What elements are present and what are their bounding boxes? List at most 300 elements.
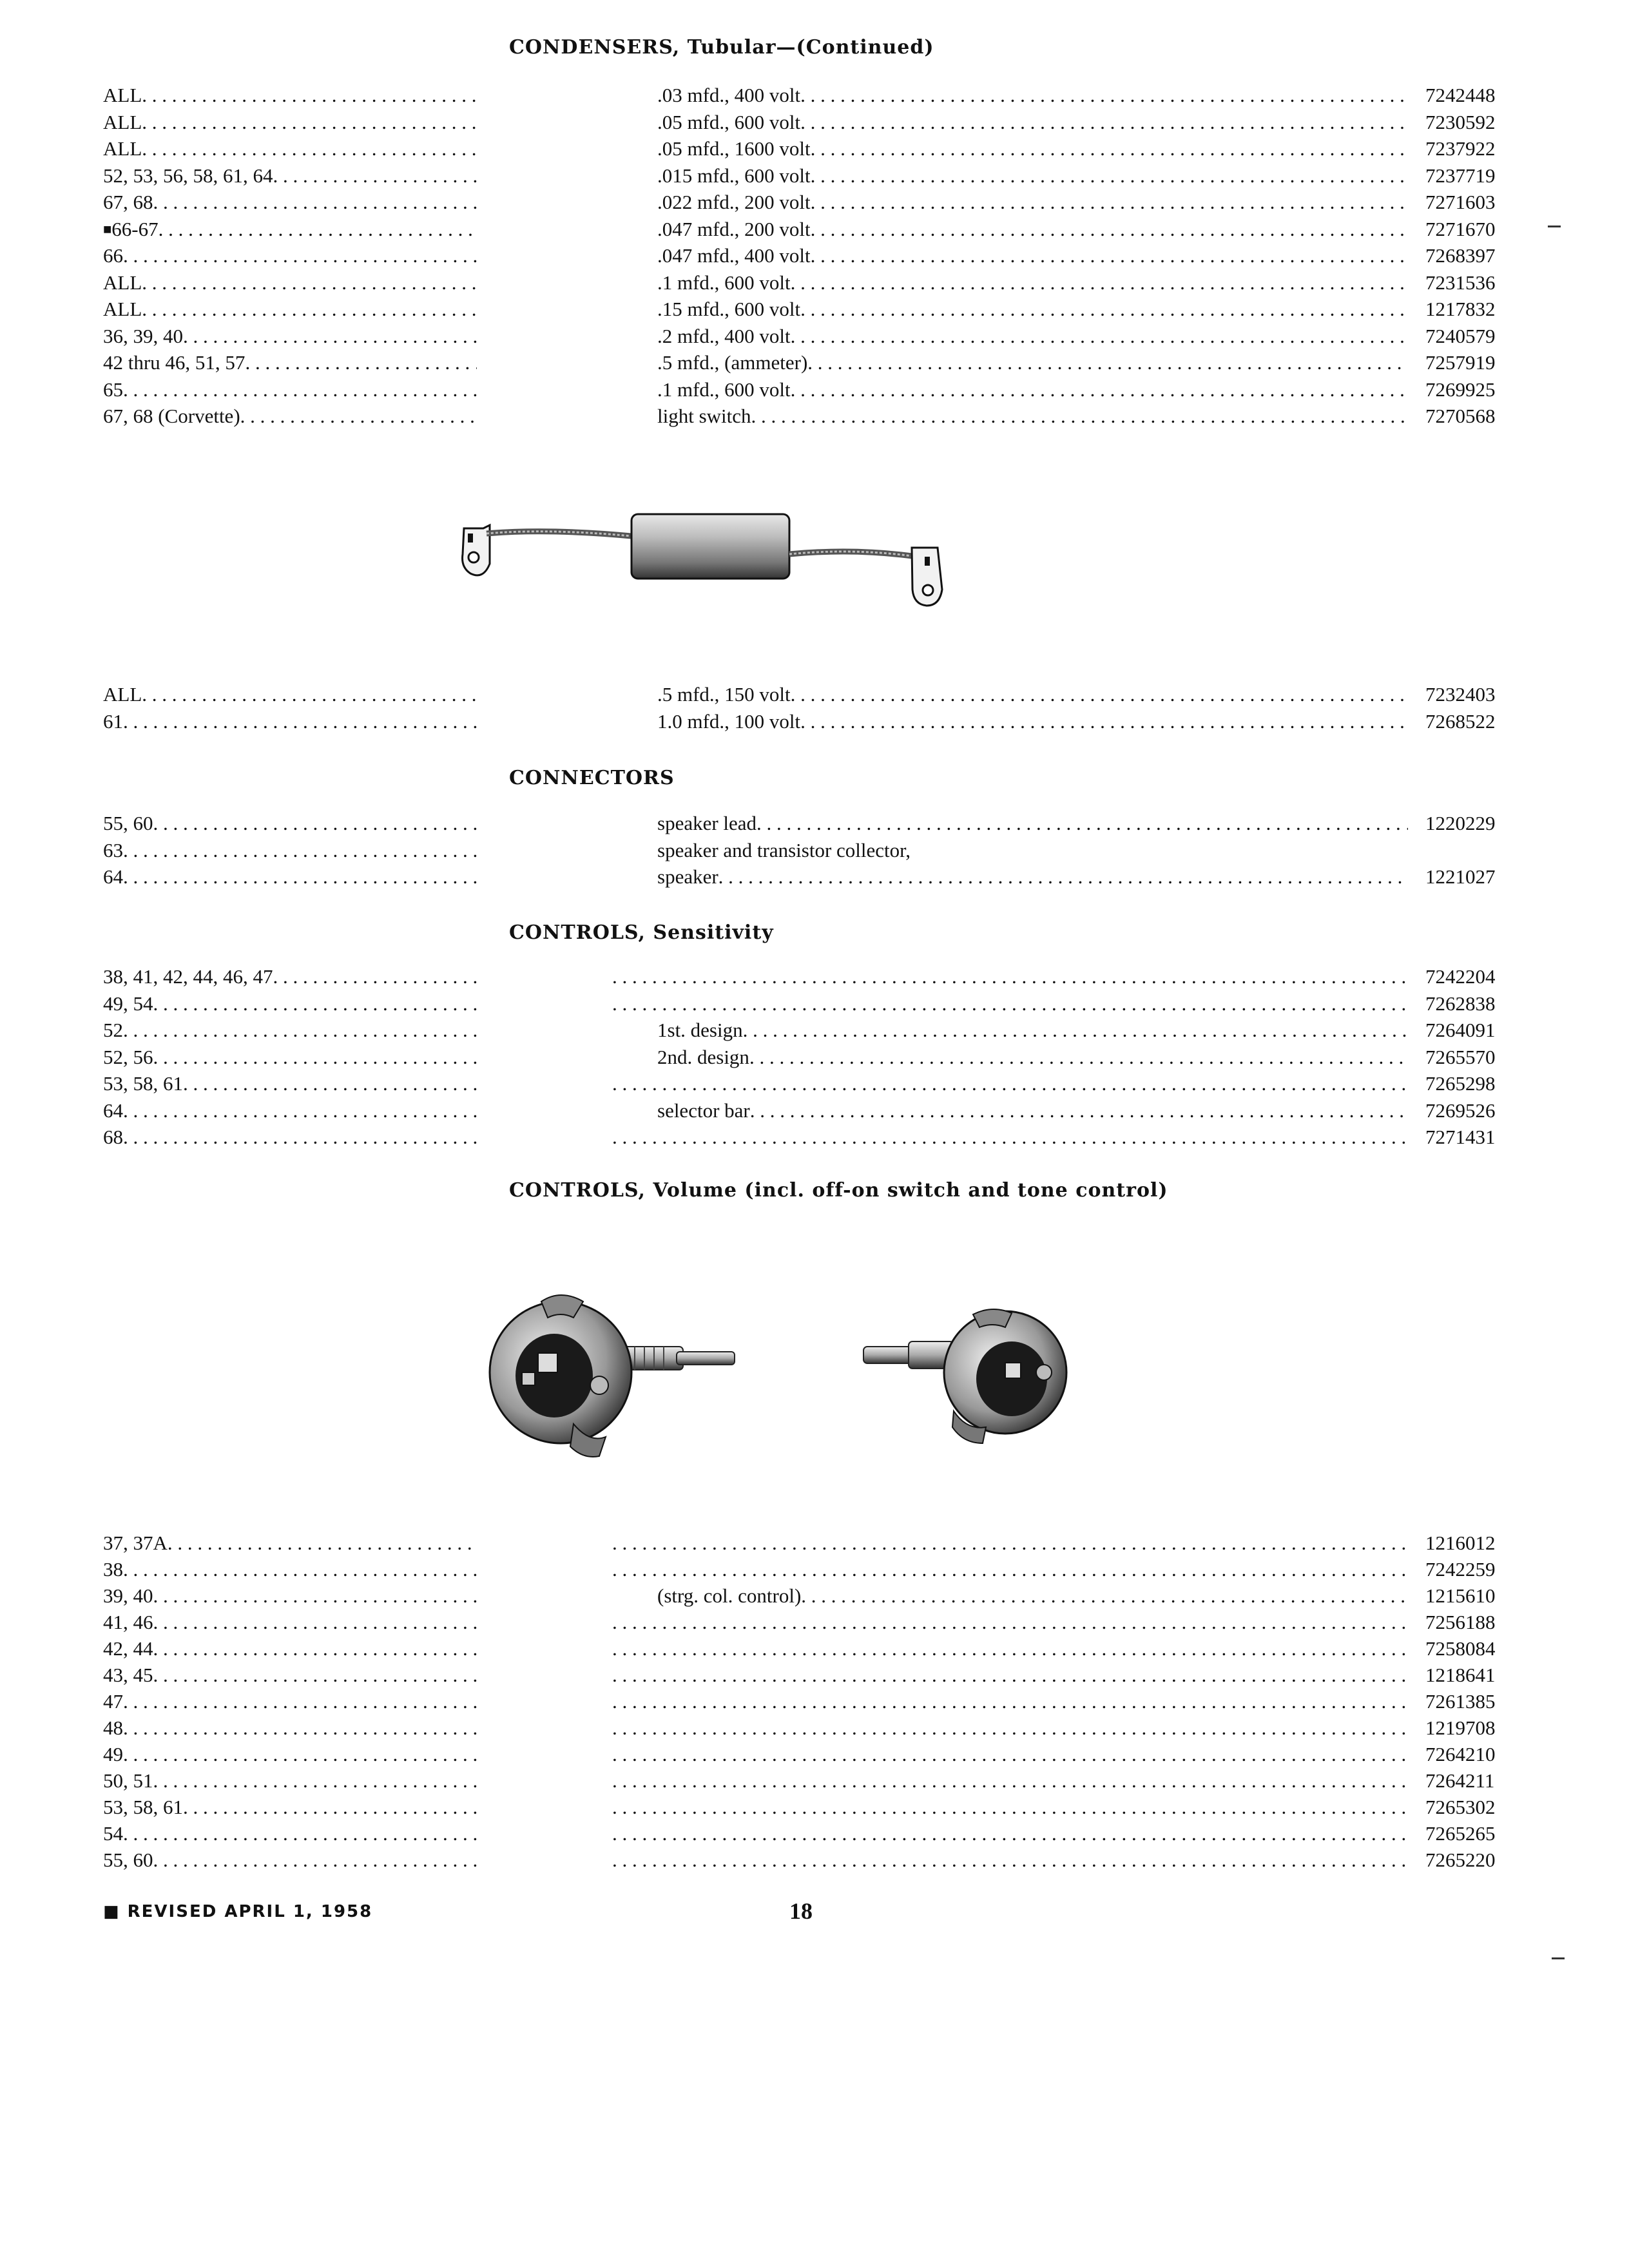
description-cell — [612, 1794, 1408, 1820]
description-text: .1 mfd., 600 volt — [657, 378, 791, 401]
dot-leader — [142, 82, 477, 108]
description-cell — [657, 682, 1408, 707]
dot-leader — [612, 1610, 1408, 1635]
description-text: .03 mfd., 400 volt — [657, 84, 801, 106]
description-text: selector bar — [657, 1099, 750, 1122]
dot-leader — [757, 811, 1408, 836]
dot-leader — [159, 216, 477, 242]
page-number: 18 — [789, 1898, 813, 1924]
dot-leader — [791, 323, 1408, 349]
part-number: 7237922 — [1425, 137, 1496, 160]
description-cell — [612, 1557, 1408, 1582]
part-number: 7269526 — [1425, 1099, 1496, 1122]
table-row — [103, 811, 1496, 836]
model-cell — [103, 350, 477, 376]
dot-leader — [612, 1794, 1408, 1820]
table-row — [103, 270, 1496, 296]
model-cell — [103, 243, 477, 269]
dot-leader — [718, 864, 1408, 890]
model-cell — [103, 1768, 477, 1794]
model-text: ALL — [103, 84, 142, 106]
dot-leader — [153, 1768, 477, 1794]
part-number: 1219708 — [1425, 1716, 1496, 1739]
description-cell — [612, 1071, 1408, 1097]
model-text: 61 — [103, 709, 123, 733]
dot-leader — [811, 136, 1408, 162]
part-number: 7270568 — [1425, 405, 1496, 427]
table-row — [103, 864, 1496, 890]
description-cell — [657, 403, 1408, 429]
description-cell — [657, 270, 1408, 296]
dot-leader — [612, 1768, 1408, 1794]
revised-mark: ■ — [103, 220, 112, 237]
dot-leader — [273, 163, 477, 189]
tubular-condenser-figure — [445, 503, 1089, 631]
model-cell — [103, 1098, 477, 1124]
description-cell — [657, 136, 1408, 162]
dot-leader — [153, 991, 477, 1017]
dot-leader — [142, 136, 477, 162]
model-text: 38 — [103, 1558, 123, 1581]
dot-leader — [743, 1017, 1408, 1043]
model-cell — [103, 1583, 477, 1609]
model-text: 36, 39, 40 — [103, 324, 183, 347]
model-cell — [103, 811, 477, 836]
part-number: 7230592 — [1425, 110, 1496, 133]
dot-leader — [612, 1636, 1408, 1662]
model-cell — [103, 1636, 477, 1662]
description-cell — [612, 1610, 1408, 1635]
revision-note — [103, 1902, 372, 1921]
description-cell — [657, 864, 1408, 890]
model-cell — [103, 216, 477, 242]
description-text: 1.0 mfd., 100 volt — [657, 709, 801, 733]
description-text: (strg. col. control) — [657, 1584, 802, 1607]
description-text: .05 mfd., 600 volt — [657, 110, 801, 133]
part-number: 7271431 — [1425, 1126, 1496, 1148]
table-row — [103, 110, 1496, 135]
dot-leader — [123, 709, 477, 735]
table-row — [103, 964, 1496, 990]
model-cell — [103, 1071, 477, 1097]
model-cell — [103, 82, 477, 108]
description-cell — [657, 323, 1408, 349]
model-cell — [103, 1847, 477, 1873]
dot-leader — [801, 1583, 1408, 1609]
model-text: ALL — [103, 271, 142, 294]
table-row — [103, 323, 1496, 349]
model-cell — [103, 1662, 477, 1688]
model-text: 52 — [103, 1019, 123, 1041]
model-cell — [103, 296, 477, 322]
dot-leader — [749, 1044, 1408, 1070]
dot-leader — [800, 709, 1408, 735]
model-cell — [103, 964, 477, 990]
part-number: 7262838 — [1425, 992, 1496, 1015]
description-text: .2 mfd., 400 volt — [657, 324, 791, 347]
description-text: .047 mfd., 400 volt — [657, 244, 811, 267]
model-text: 63 — [103, 838, 123, 861]
description-text: .15 mfd., 600 volt — [657, 298, 801, 320]
description-cell — [612, 1530, 1408, 1556]
model-text: 37, 37A — [103, 1532, 168, 1554]
part-number: 7242448 — [1425, 84, 1496, 106]
model-text: 64 — [103, 1099, 123, 1122]
description-text: .5 mfd., 150 volt — [657, 683, 791, 706]
table-row — [103, 1636, 1496, 1662]
revised-text: REVISED APRIL 1, 1958 — [127, 1902, 373, 1921]
description-cell — [657, 189, 1408, 215]
dot-leader — [183, 1794, 477, 1820]
description-cell — [657, 163, 1408, 189]
dot-leader — [142, 296, 477, 322]
dot-leader — [153, 1610, 477, 1635]
model-text: 52, 56 — [103, 1045, 153, 1068]
part-number: 1220229 — [1425, 812, 1496, 834]
dot-leader — [153, 189, 477, 215]
part-number: 7256188 — [1425, 1611, 1496, 1633]
part-number: 7265265 — [1425, 1822, 1496, 1845]
dot-leader — [123, 1124, 477, 1150]
table-row — [103, 296, 1496, 322]
dot-leader — [153, 1662, 477, 1688]
dot-leader — [612, 1821, 1408, 1847]
dot-leader — [240, 403, 477, 429]
dot-leader — [168, 1530, 477, 1556]
dot-leader — [142, 270, 477, 296]
table-row — [103, 1662, 1496, 1688]
table-row — [103, 1689, 1496, 1715]
model-cell — [103, 1557, 477, 1582]
model-text: 42 thru 46, 51, 57 — [103, 351, 246, 374]
table-row — [103, 243, 1496, 269]
description-cell — [612, 1689, 1408, 1715]
part-number: 1221027 — [1425, 865, 1496, 888]
description-text: .047 mfd., 200 volt — [657, 217, 811, 240]
model-text: 53, 58, 61 — [103, 1072, 183, 1095]
description-cell — [657, 709, 1408, 735]
dot-leader — [123, 1742, 477, 1767]
part-number: 7269925 — [1425, 378, 1496, 401]
dot-leader — [807, 350, 1408, 376]
model-text: 39, 40 — [103, 1584, 153, 1607]
dot-leader — [123, 1017, 477, 1043]
dot-leader — [811, 189, 1408, 215]
description-cell — [657, 1098, 1408, 1124]
table-row — [103, 1847, 1496, 1873]
description-cell — [612, 1662, 1408, 1688]
model-cell — [103, 110, 477, 135]
dot-leader — [123, 377, 477, 403]
model-text: 42, 44 — [103, 1637, 153, 1660]
table-row — [103, 1098, 1496, 1124]
dot-leader — [183, 1071, 477, 1097]
part-number: 7232403 — [1425, 683, 1496, 706]
part-number: 7265298 — [1425, 1072, 1496, 1095]
model-cell — [103, 1124, 477, 1150]
model-text: ALL — [103, 298, 142, 320]
part-number: 1215610 — [1425, 1584, 1496, 1607]
model-cell — [103, 189, 477, 215]
dot-leader — [612, 1715, 1408, 1741]
model-text: 67, 68 (Corvette) — [103, 405, 240, 427]
table-row — [103, 189, 1496, 215]
dot-leader — [612, 1847, 1408, 1873]
description-cell — [657, 82, 1408, 108]
model-text: ALL — [103, 683, 142, 706]
dot-leader — [123, 864, 477, 890]
dot-leader — [612, 964, 1408, 990]
description-cell — [612, 1847, 1408, 1873]
part-number: 7242204 — [1425, 965, 1496, 988]
model-text: 65 — [103, 378, 123, 401]
table-row — [103, 1071, 1496, 1097]
table-row — [103, 1530, 1496, 1556]
dot-leader — [123, 1821, 477, 1847]
description-cell — [612, 1821, 1408, 1847]
model-cell — [103, 838, 477, 863]
part-number: 7264210 — [1425, 1743, 1496, 1765]
table-row — [103, 991, 1496, 1017]
part-number: 7268397 — [1425, 244, 1496, 267]
description-cell — [612, 991, 1408, 1017]
model-cell — [103, 1689, 477, 1715]
table-row — [103, 1715, 1496, 1741]
part-number: 7265302 — [1425, 1796, 1496, 1818]
description-cell — [612, 1742, 1408, 1767]
dot-leader — [612, 1662, 1408, 1688]
model-cell — [103, 323, 477, 349]
description-cell — [657, 296, 1408, 322]
description-text: speaker lead — [657, 812, 757, 834]
model-cell — [103, 1821, 477, 1847]
model-cell — [103, 377, 477, 403]
table-row — [103, 216, 1496, 242]
model-cell — [103, 1610, 477, 1635]
dot-leader — [791, 270, 1408, 296]
model-cell — [103, 1017, 477, 1043]
table-row — [103, 403, 1496, 429]
dot-leader — [791, 377, 1408, 403]
table-row — [103, 82, 1496, 108]
dot-leader — [612, 1124, 1408, 1150]
description-text: .5 mfd., (ammeter) — [657, 351, 808, 374]
table-row — [103, 1017, 1496, 1043]
model-text: 43, 45 — [103, 1664, 153, 1686]
model-cell — [103, 403, 477, 429]
table-row — [103, 1794, 1496, 1820]
table-row — [103, 1768, 1495, 1794]
part-number: 7257919 — [1425, 351, 1496, 374]
dot-leader — [811, 243, 1408, 269]
model-cell — [103, 1715, 477, 1741]
description-cell — [657, 216, 1408, 242]
dot-leader — [153, 1847, 477, 1873]
table-row — [103, 136, 1496, 162]
table-row — [103, 1821, 1496, 1847]
description-cell — [612, 964, 1408, 990]
description-text: speaker — [657, 865, 718, 888]
description-text: .05 mfd., 1600 volt — [657, 137, 811, 160]
model-text: 66-67 — [111, 217, 159, 240]
description-text: 2nd. design — [657, 1045, 749, 1068]
dot-leader — [612, 1530, 1408, 1556]
model-cell — [103, 1742, 477, 1767]
dot-leader — [123, 838, 477, 863]
part-number: 7240579 — [1425, 324, 1496, 347]
table-row — [103, 1124, 1496, 1150]
model-text: 68 — [103, 1126, 123, 1148]
model-text: 64 — [103, 865, 123, 888]
table-row — [103, 838, 1431, 863]
dot-leader — [612, 991, 1408, 1017]
model-text: 52, 53, 56, 58, 61, 64 — [103, 164, 273, 187]
description-text: light switch — [657, 405, 751, 427]
part-number: 1218641 — [1425, 1664, 1496, 1686]
volume-control-figure-right — [857, 1302, 1076, 1456]
table-row — [103, 163, 1496, 189]
dot-leader — [811, 216, 1408, 242]
model-cell — [103, 136, 477, 162]
description-cell — [657, 1044, 1408, 1070]
model-cell — [103, 991, 477, 1017]
description-cell — [657, 811, 1408, 836]
description-cell — [612, 1768, 1408, 1794]
dot-leader — [153, 1044, 477, 1070]
part-number: 7271670 — [1425, 217, 1496, 240]
model-cell — [103, 682, 477, 707]
table-row — [103, 1557, 1496, 1582]
dot-leader — [612, 1742, 1408, 1767]
model-text: ALL — [103, 137, 142, 160]
scan-speck — [1552, 1957, 1565, 1959]
dot-leader — [811, 163, 1408, 189]
model-text: 67, 68 — [103, 191, 153, 213]
part-number: 7261385 — [1425, 1690, 1496, 1713]
model-text: ALL — [103, 110, 142, 133]
part-number: 7258084 — [1425, 1637, 1496, 1660]
description-cell — [612, 1124, 1408, 1150]
dot-leader — [183, 323, 477, 349]
description-text: speaker and transistor collector, — [657, 838, 911, 861]
section-heading-condensers: CONDENSERS, Tubular—(Continued) — [509, 36, 934, 59]
part-number: 7264091 — [1425, 1019, 1496, 1041]
description-cell — [657, 1017, 1408, 1043]
dot-leader — [800, 296, 1408, 322]
part-number: 7268522 — [1425, 709, 1496, 733]
dot-leader — [123, 1689, 477, 1715]
model-text: 50, 51 — [103, 1769, 153, 1792]
model-text: 47 — [103, 1690, 123, 1713]
description-cell — [657, 110, 1408, 135]
dot-leader — [750, 1098, 1408, 1124]
description-cell — [657, 350, 1408, 376]
model-text: 49 — [103, 1743, 123, 1765]
model-text: 55, 60 — [103, 1849, 153, 1871]
description-text: .022 mfd., 200 volt — [657, 191, 811, 213]
dot-leader — [142, 682, 477, 707]
description-cell — [657, 243, 1408, 269]
description-cell — [657, 1583, 1408, 1609]
dot-leader — [153, 1583, 477, 1609]
dot-leader — [142, 110, 477, 135]
table-row — [103, 377, 1496, 403]
model-cell — [103, 1530, 477, 1556]
dot-leader — [612, 1071, 1408, 1097]
part-number: 7237719 — [1425, 164, 1496, 187]
model-cell — [103, 1044, 477, 1070]
model-text: 49, 54 — [103, 992, 153, 1015]
table-row — [103, 682, 1496, 707]
model-cell — [103, 270, 477, 296]
dot-leader — [245, 350, 477, 376]
model-text: 66 — [103, 244, 123, 267]
dot-leader — [153, 811, 477, 836]
table-row — [103, 350, 1496, 376]
dot-leader — [800, 110, 1408, 135]
dot-leader — [273, 964, 477, 990]
revised-mark: ■ — [103, 1902, 120, 1921]
table-row — [103, 1583, 1496, 1609]
dot-leader — [153, 1636, 477, 1662]
part-number: 7265220 — [1425, 1849, 1496, 1871]
part-number: 7264211 — [1425, 1769, 1495, 1792]
table-row — [103, 709, 1496, 735]
model-text: 41, 46 — [103, 1611, 153, 1633]
description-text: .1 mfd., 600 volt — [657, 271, 791, 294]
description-cell — [612, 1636, 1408, 1662]
model-text: 48 — [103, 1716, 123, 1739]
model-text: 53, 58, 61 — [103, 1796, 183, 1818]
part-number: 7271603 — [1425, 191, 1496, 213]
part-number: 7242259 — [1425, 1558, 1496, 1581]
part-number: 1217832 — [1425, 298, 1496, 320]
part-number: 7265570 — [1425, 1045, 1496, 1068]
model-text: 55, 60 — [103, 812, 153, 834]
table-row — [103, 1044, 1496, 1070]
dot-leader — [123, 1715, 477, 1741]
model-text: 38, 41, 42, 44, 46, 47 — [103, 965, 273, 988]
description-cell — [657, 377, 1408, 403]
scan-speck — [1548, 226, 1561, 227]
model-text: 54 — [103, 1822, 123, 1845]
model-cell — [103, 1794, 477, 1820]
dot-leader — [123, 243, 477, 269]
dot-leader — [612, 1689, 1408, 1715]
description-text: 1st. design — [657, 1019, 743, 1041]
dot-leader — [612, 1557, 1408, 1582]
model-cell — [103, 864, 477, 890]
dot-leader — [751, 403, 1408, 429]
model-cell — [103, 163, 477, 189]
section-heading-sensitivity: CONTROLS, Sensitivity — [509, 921, 774, 944]
table-row — [103, 1610, 1496, 1635]
volume-control-figure-left — [477, 1282, 747, 1475]
model-cell — [103, 709, 477, 735]
dot-leader — [791, 682, 1408, 707]
part-number: 1216012 — [1425, 1532, 1496, 1554]
dot-leader — [123, 1557, 477, 1582]
table-row — [103, 1742, 1496, 1767]
dot-leader — [800, 82, 1408, 108]
description-cell — [612, 1715, 1408, 1741]
description-text: .015 mfd., 600 volt — [657, 164, 811, 187]
section-heading-connectors: CONNECTORS — [509, 767, 675, 789]
part-number: 7231536 — [1425, 271, 1496, 294]
description-cell — [657, 838, 1408, 863]
dot-leader — [123, 1098, 477, 1124]
section-heading-volume: CONTROLS, Volume (incl. off-on switch and tone control) — [509, 1179, 1168, 1202]
